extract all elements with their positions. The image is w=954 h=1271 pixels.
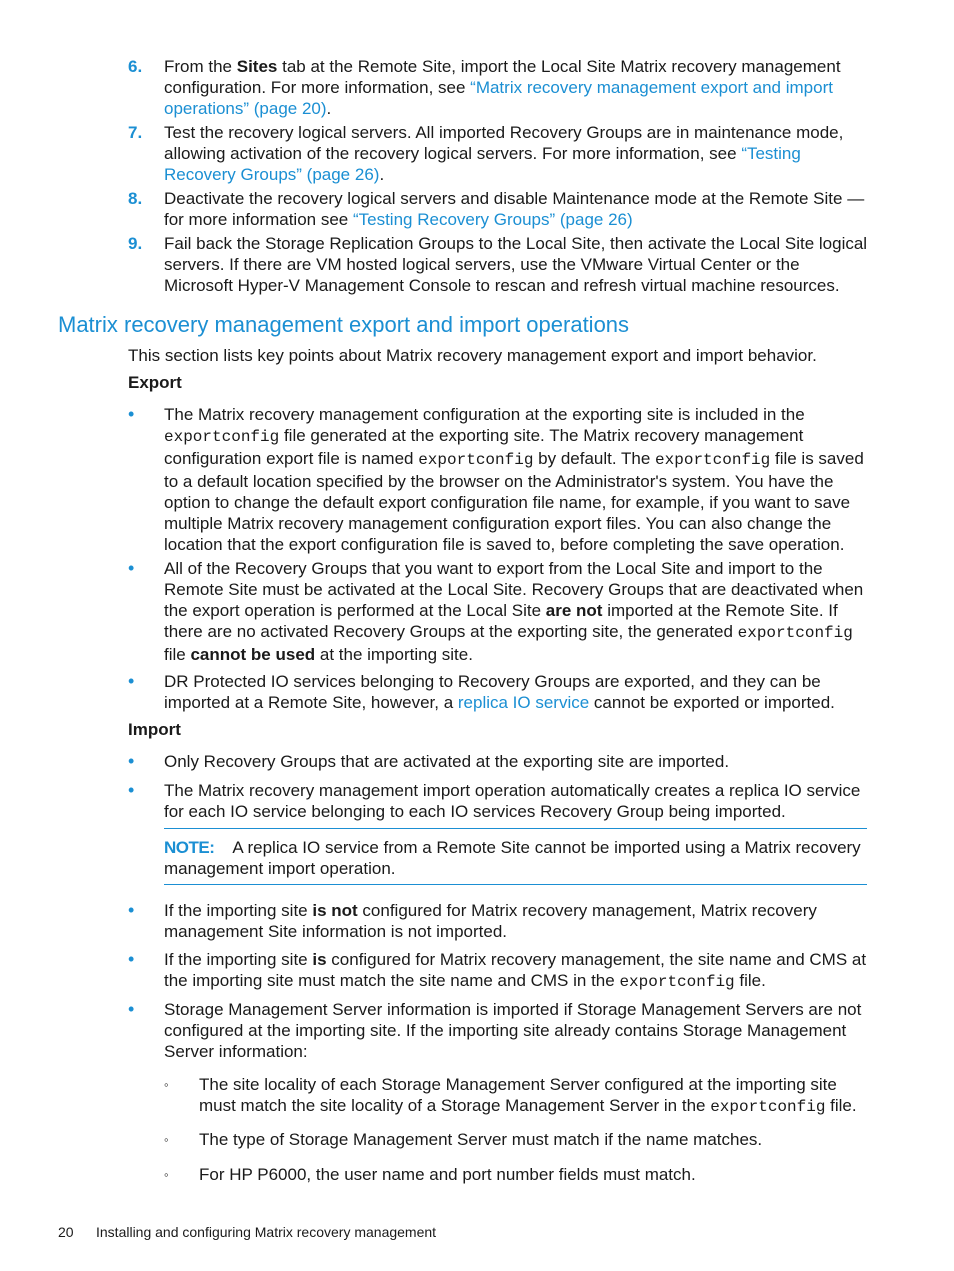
- glossary-link[interactable]: replica IO service: [457, 693, 590, 712]
- bullet-icon: •: [128, 780, 135, 800]
- section-intro: This section lists key points about Matrix recovery management export and import behavior.: [128, 346, 817, 365]
- cross-reference-link[interactable]: “Testing Recovery Groups” (page 26): [352, 210, 633, 229]
- step-9-text: Fail back the Storage Replication Groups to the Local Site, then activate the Local Site logical servers. If there are VM hosted logical servers, use the VMware Virtual Center or the Microsoft Hyper-V Management Console to rescan and refresh virtual machine resources.: [164, 234, 868, 295]
- sub-bullet-icon: ◦: [164, 1167, 169, 1182]
- section-title: Matrix recovery management export and import operations: [58, 312, 630, 337]
- sub-list-item: The site locality of each Storage Management Server configured at the importing site must match the site locality of a Storage Management Server in the exportconfig file.: [199, 1075, 857, 1116]
- sub-bullet-icon: ◦: [164, 1132, 169, 1147]
- bullet-icon: •: [128, 558, 135, 578]
- step-7-text: Test the recovery logical servers. All imported Recovery Groups are in maintenance mode, allowing activation of the recovery logical servers. For more information, see “Testing Recovery Groups” (page 26).: [164, 123, 844, 184]
- list-item: All of the Recovery Groups that you want to export from the Local Site and import to the Remote Site must be activated at the Local Site. Recovery Groups that are deactivated when the export operation is performed at the Local Site are not imported at the Remote Site. If there are no activated Recovery Groups at the exporting site, the generated exportconfig file cannot be used at the importing site.: [164, 559, 864, 664]
- bullet-icon: •: [128, 751, 135, 771]
- list-item: Only Recovery Groups that are activated at the exporting site are imported.: [164, 752, 730, 771]
- cross-reference-link[interactable]: “Testing Recovery Groups” (page 26): [164, 144, 801, 184]
- bullet-icon: •: [128, 404, 135, 424]
- import-heading: Import: [128, 720, 181, 739]
- bullet-icon: •: [128, 999, 135, 1019]
- bullet-icon: •: [128, 671, 135, 691]
- note-label: NOTE:: [164, 838, 215, 857]
- step-number: 6.: [128, 57, 143, 76]
- note: NOTE: A replica IO service from a Remote Site cannot be imported using a Matrix recovery management import operation.: [164, 838, 861, 878]
- list-item: If the importing site is configured for Matrix recovery management, the site name and CMS at the importing site must match the site name and CMS in the exportconfig file.: [164, 950, 867, 991]
- sub-list-item: For HP P6000, the user name and port number fields must match.: [199, 1165, 696, 1184]
- list-item: Storage Management Server information is imported if Storage Management Servers are not configured at the importing site. If the importing site already contains Storage Management Server information:: [164, 1000, 862, 1061]
- sub-list-item: The type of Storage Management Server must match if the name matches.: [199, 1130, 763, 1149]
- sub-bullet-icon: ◦: [164, 1077, 169, 1092]
- list-item: DR Protected IO services belonging to Recovery Groups are exported, and they can be imported at a Remote Site, however, a replica IO service cannot be exported or imported.: [164, 672, 835, 712]
- list-item: If the importing site is not configured for Matrix recovery management, Matrix recovery management Site information is not imported.: [164, 901, 817, 941]
- list-item: The Matrix recovery management import operation automatically creates a replica IO service for each IO service belonging to each IO services Recovery Group being imported.: [164, 781, 861, 821]
- step-number: 8.: [128, 189, 143, 208]
- export-heading: Export: [128, 373, 182, 392]
- bullet-icon: •: [128, 900, 135, 920]
- cross-reference-link[interactable]: “Matrix recovery management export and import operations” (page 20): [164, 78, 833, 118]
- step-number: 7.: [128, 123, 143, 142]
- step-number: 9.: [128, 234, 143, 253]
- bullet-icon: •: [128, 949, 135, 969]
- step-6-text: From the Sites tab at the Remote Site, import the Local Site Matrix recovery management configuration. For more information, see “Matrix recovery management export and import operations” (page 20).: [164, 57, 841, 118]
- page-number: 20: [58, 1224, 74, 1240]
- footer-title: Installing and configuring Matrix recovery management: [96, 1224, 437, 1240]
- step-8-text: Deactivate the recovery logical servers and disable Maintenance mode at the Remote Site — for more information see “Testing Recovery Groups” (page 26): [164, 189, 865, 229]
- list-item: The Matrix recovery management configuration at the exporting site is included in the exportconfig file generated at the exporting site. The Matrix recovery management configuration export file is named exportconfig by default. The exportconfig file is saved to a default location specified by the browser on the Administrator's system. You have the option to change the default export configuration file name, for example, if you want to save multiple Matrix recovery management configuration export files. You can also change the location that the export configuration file is saved to, before completing the save operation.: [164, 405, 864, 554]
